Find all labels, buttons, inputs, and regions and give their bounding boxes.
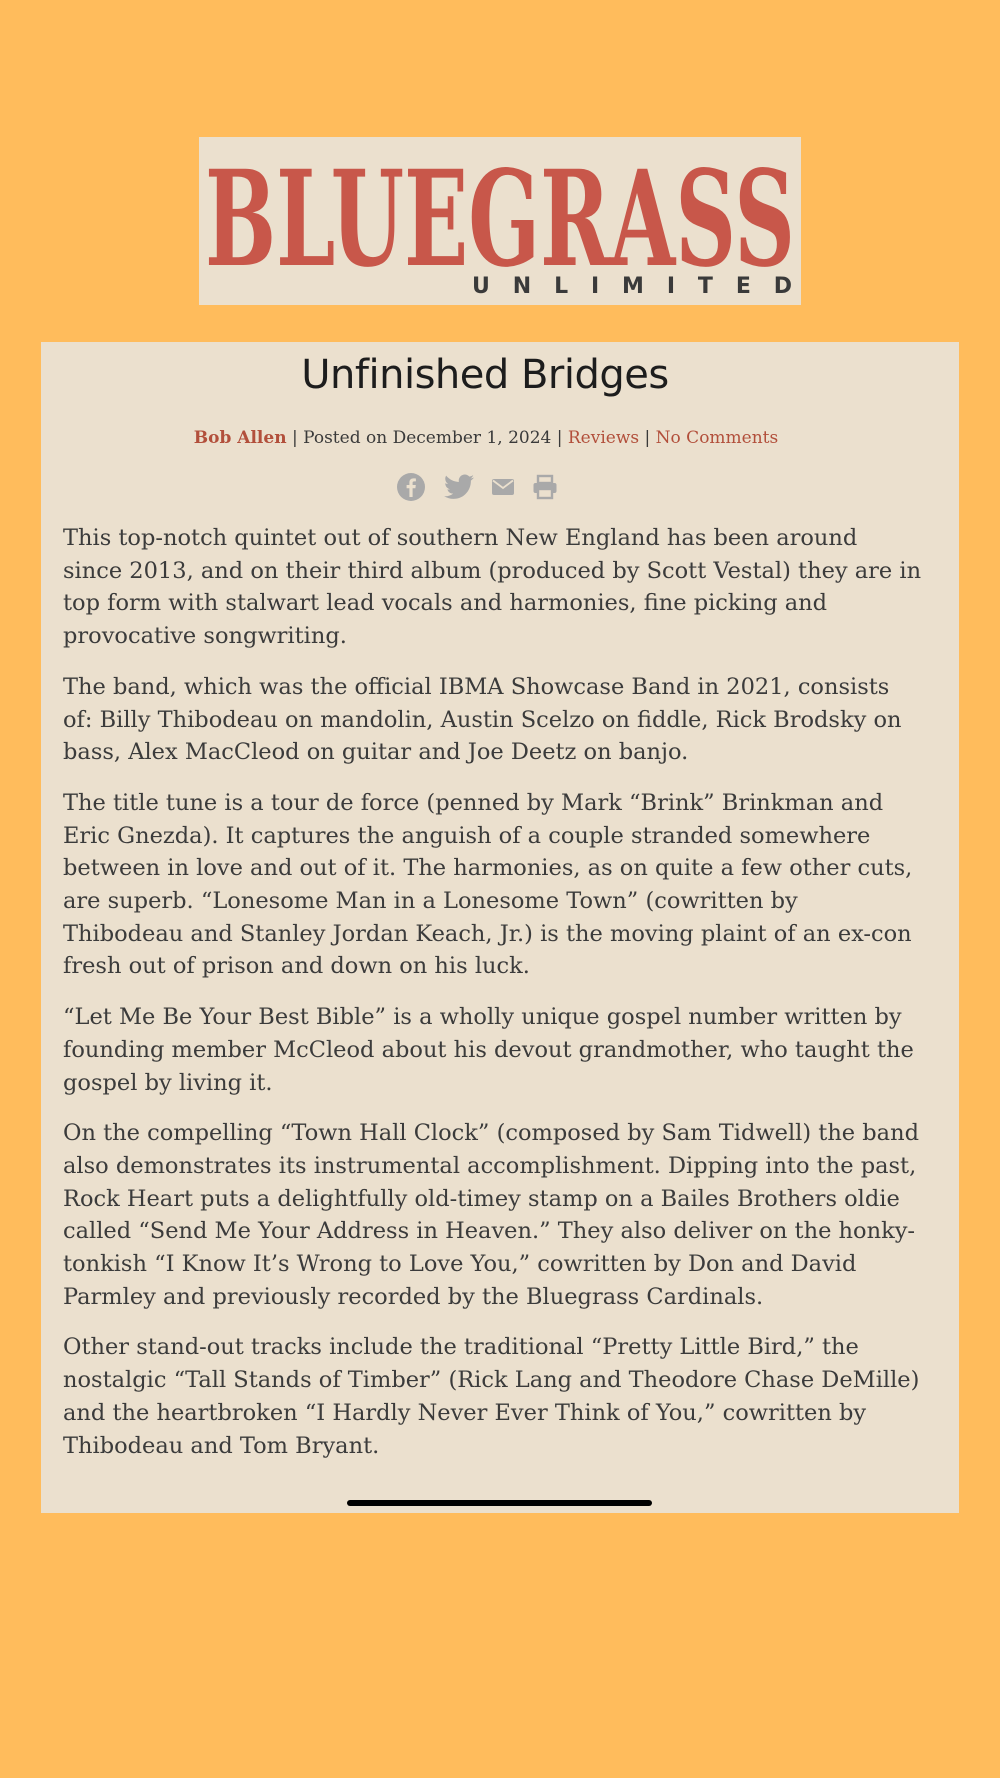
email-icon[interactable] <box>492 479 514 499</box>
logo-tagline: UNLIMITED <box>472 274 792 299</box>
home-indicator[interactable] <box>347 1500 652 1506</box>
share-bar <box>396 472 558 506</box>
bluegrass-unlimited-logo[interactable] <box>199 137 801 305</box>
twitter-icon[interactable] <box>444 474 474 504</box>
meta-separator: | <box>644 428 651 448</box>
author-link[interactable]: Bob Allen <box>193 428 287 448</box>
facebook-icon[interactable] <box>396 472 426 506</box>
print-icon[interactable] <box>532 474 558 504</box>
paragraph: Other stand-out tracks include the traditional “Pretty Little Bird,” the nostalgic “Tall Stands of Timber” (Rick Lang and Theodore Chase DeMille) and the heartbroken “I Hardly Never Ever Think of You,” cowritten by Thibodeau and Tom Bryant. <box>63 1334 920 1459</box>
paragraph: “Let Me Be Your Best Bible” is a wholly unique gospel number written by founding member McCleod about his devout grandmother, who taught the gospel by living it. <box>63 1004 914 1096</box>
paragraph: The title tune is a tour de force (penned by Mark “Brink” Brinkman and Eric Gnezda). It captures the anguish of a couple stranded somewhere between in love and out of it. The harmonies, as on quite a few other cuts, are superb. “Lonesome Man in a Lonesome Town” (cowritten by Thibodeau and Stanley Jordan Keach, Jr.) is the moving plaint of an ex-con fresh out of prison and down on his luck. <box>63 789 913 980</box>
article-title: Unfinished Bridges <box>301 352 669 398</box>
article-card <box>41 342 959 1513</box>
paragraph: On the compelling “Town Hall Clock” (composed by Sam Tidwell) the band also demonstrates its instrumental accomplishment. Dipping into the past, Rock Heart puts a delightfully old-timey stamp on a Bailes Brothers oldie called “Send Me Your Address in Heaven.” They also deliver on the honky-tonkish “I Know It’s Wrong to Love You,” cowritten by Don and David Parmley and previously recorded by the Bluegrass Cardinals. <box>63 1120 919 1310</box>
logo-wordmark: BLUEGRASS <box>205 142 795 297</box>
paragraph: The band, which was the official IBMA Showcase Band in 2021, consists of: Billy Thibodeau on mandolin, Austin Scelzo on fiddle, Rick Brodsky on bass, Alex MacCleod on guitar and Joe Deetz on banjo. <box>63 673 902 766</box>
paragraph: This top-notch quintet out of southern New England has been around since 2013, and on their third album (produced by Scott Vestal) they are in top form with stalwart lead vocals and harmonies, fine picking and provocative songwriting. <box>63 525 922 650</box>
article-body <box>63 522 923 1480</box>
article-meta <box>41 428 959 448</box>
category-link[interactable]: Reviews <box>567 428 640 448</box>
posted-date: | Posted on December 1, 2024 | <box>291 428 563 448</box>
comments-link[interactable]: No Comments <box>655 428 779 448</box>
